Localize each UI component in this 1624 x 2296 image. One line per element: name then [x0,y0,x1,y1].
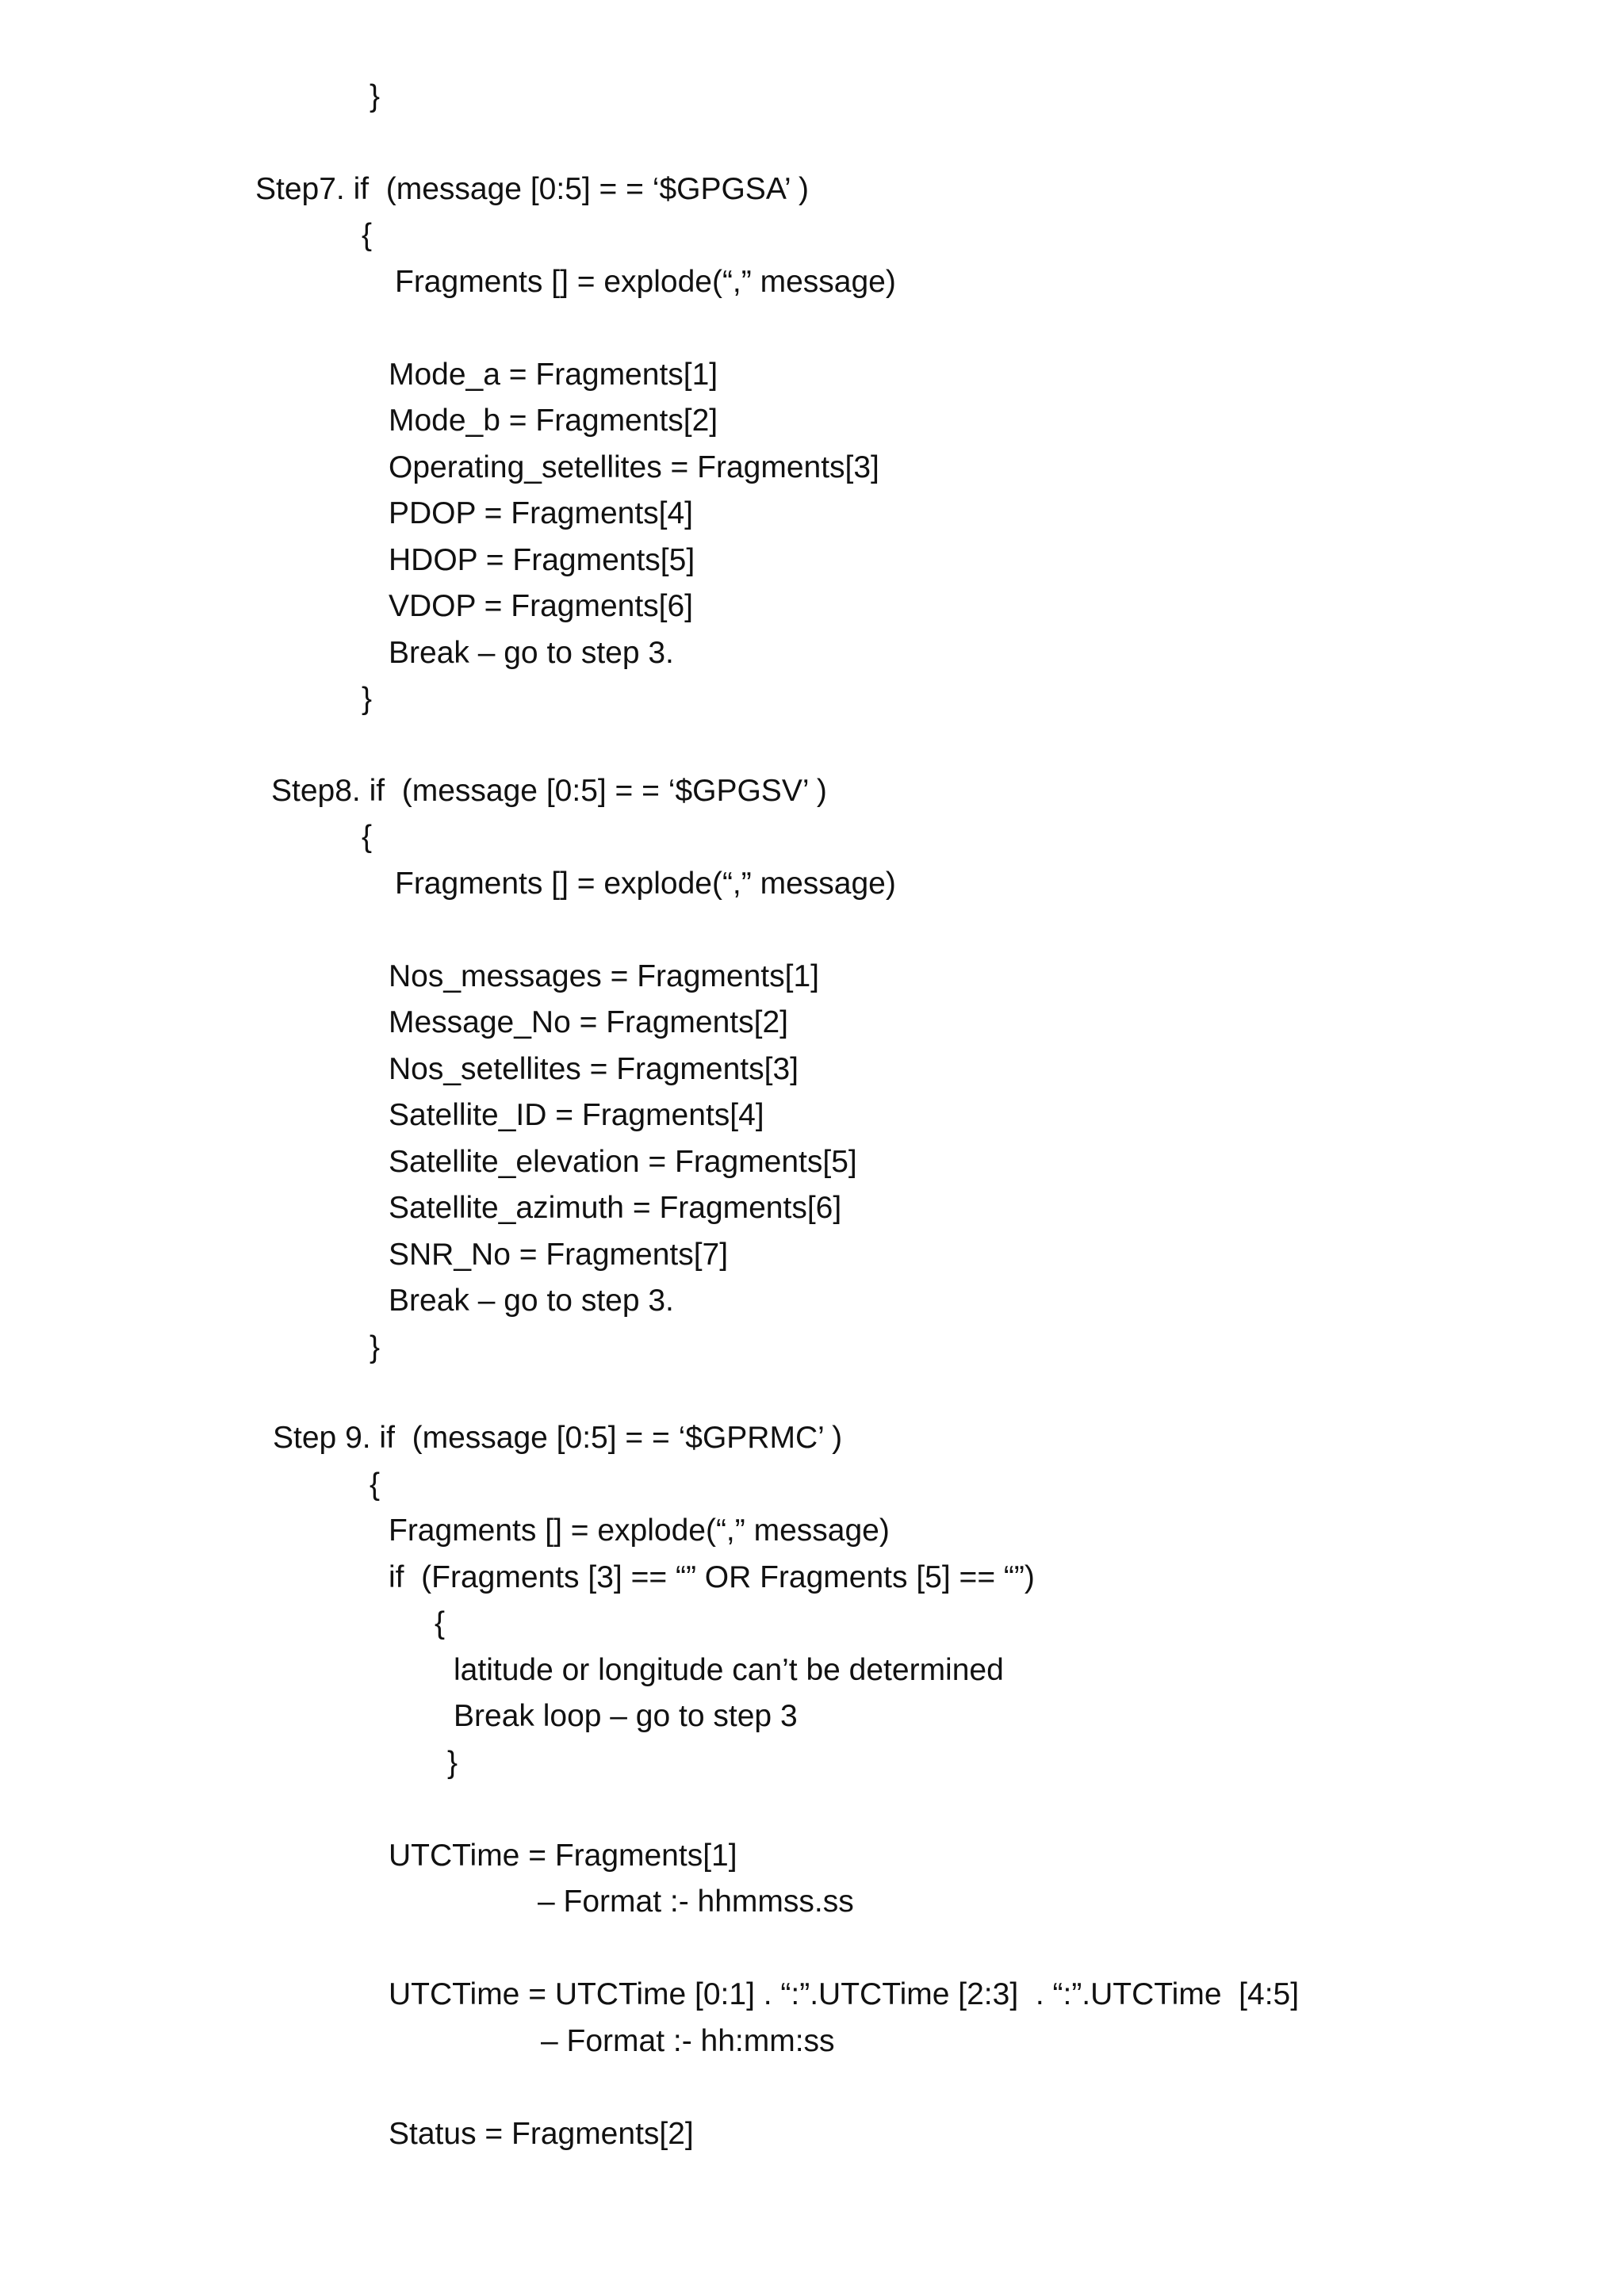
code-line: Nos_setellites = Fragments[3] [389,1052,799,1086]
code-line: UTCTime = Fragments[1] [389,1839,737,1873]
code-line: Fragments [] = explode(“,” message) [395,265,896,299]
code-line: HDOP = Fragments[5] [389,543,695,577]
code-line: Satellite_azimuth = Fragments[6] [389,1191,842,1225]
code-line: Mode_b = Fragments[2] [389,404,718,438]
code-line: Fragments [] = explode(“,” message) [389,1513,890,1548]
code-line: UTCTime = UTCTime [0:1] . “:”.UTCTime [2:3] . “:”.UTCTime [4:5] [389,1977,1300,2011]
opening-brace: { [435,1606,446,1640]
code-line: Break – go to step 3. [389,1284,674,1318]
code-line: Satellite_elevation = Fragments[5] [389,1145,857,1179]
step7-heading: Step7. if (message [0:5] = = ‘$GPGSA’ ) [255,172,809,206]
code-line: Nos_messages = Fragments[1] [389,959,819,993]
code-line: SNR_No = Fragments[7] [389,1238,729,1272]
code-line: Break – go to step 3. [389,636,674,670]
code-line: Fragments [] = explode(“,” message) [395,867,896,901]
opening-brace: { [362,218,373,252]
code-line: Satellite_ID = Fragments[4] [389,1098,764,1132]
code-line: Mode_a = Fragments[1] [389,358,718,392]
code-line: PDOP = Fragments[4] [389,496,694,530]
step8-heading: Step8. if (message [0:5] = = ‘$GPGSV’ ) [271,774,827,808]
format-note: – Format :- hh:mm:ss [541,2024,835,2058]
closing-brace: } [362,682,373,716]
code-line: latitude or longitude can’t be determined [454,1653,1004,1687]
code-line: Operating_setellites = Fragments[3] [389,450,879,484]
code-line: Message_No = Fragments[2] [389,1005,788,1039]
closing-brace: } [370,79,381,113]
code-line: Status = Fragments[2] [389,2117,694,2151]
closing-brace: } [370,1330,381,1364]
opening-brace: { [370,1468,381,1502]
format-note: – Format :- hhmmss.ss [538,1885,854,1919]
code-line: if (Fragments [3] == “” OR Fragments [5] == “”) [389,1560,1035,1594]
opening-brace: { [362,820,373,854]
closing-brace: } [447,1746,458,1780]
step9-heading: Step 9. if (message [0:5] = = ‘$GPRMC’ ) [273,1421,843,1455]
code-line: VDOP = Fragments[6] [389,589,694,623]
code-line: Break loop – go to step 3 [454,1699,798,1733]
